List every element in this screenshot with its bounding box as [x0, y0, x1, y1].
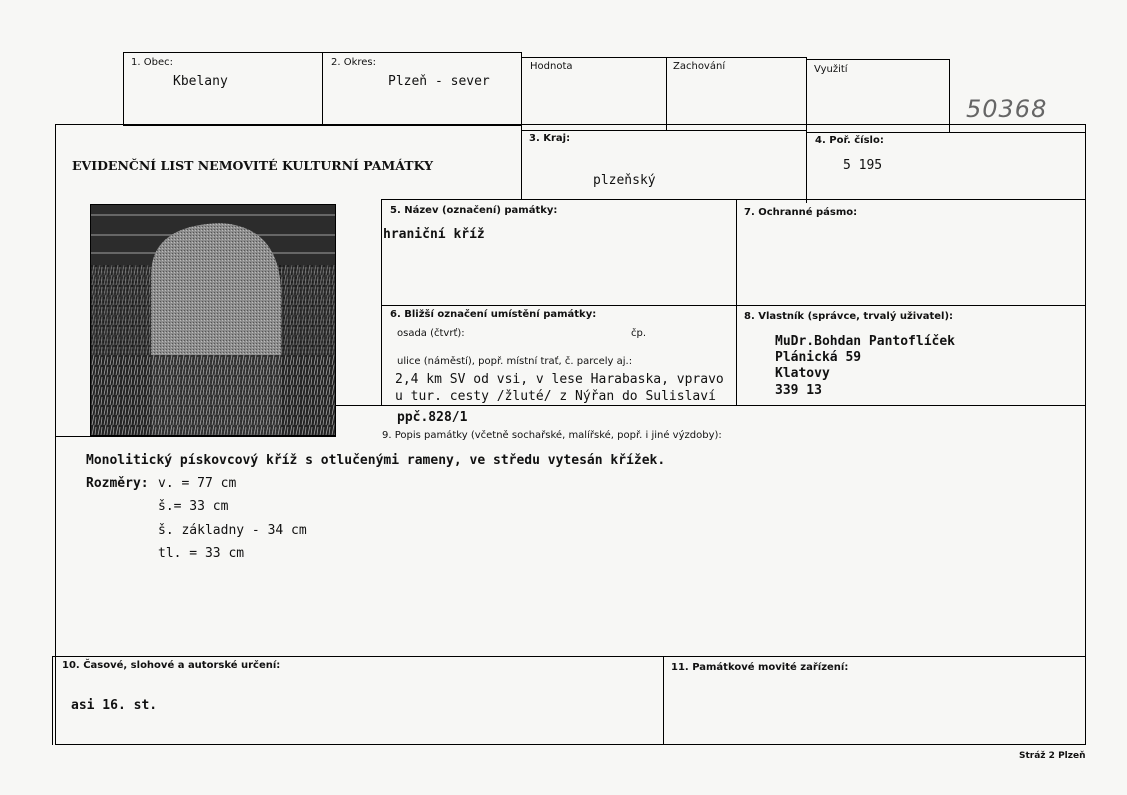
- rozmery-line: š. základny - 34 cm: [158, 523, 307, 538]
- vlastnik-line: MuDr.Bohdan Pantoflíček: [775, 334, 956, 349]
- divider: [52, 656, 1086, 657]
- okres-value: Plzeň - sever: [388, 74, 490, 89]
- por-cislo-value: 5 195: [843, 158, 883, 173]
- umisteni-label: 6. Bližší označení umístění památky:: [390, 309, 597, 320]
- divider: [806, 132, 1086, 133]
- popis-line: Monolitický pískovcový kříž s otlučenými rameny, ve středu vytesán křížek.: [86, 453, 666, 468]
- vlastnik-label: 8. Vlastník (správce, trvalý uživatel):: [744, 311, 954, 322]
- okres-label: 2. Okres:: [331, 57, 377, 68]
- parcela-value: ppč.828/1: [397, 410, 468, 425]
- ochranne-label: 7. Ochranné pásmo:: [744, 207, 858, 218]
- kraj-label: 3. Kraj:: [529, 133, 571, 144]
- form-title: EVIDENČNÍ LIST NEMOVITÉ KULTURNÍ PAMÁTKY: [72, 158, 434, 173]
- divider: [381, 199, 382, 405]
- divider: [736, 199, 737, 405]
- divider: [806, 130, 807, 203]
- vyuziti-label: Využití: [814, 64, 848, 75]
- rozmery-line: v. = 77 cm: [158, 476, 237, 491]
- handwritten-number: 50368: [966, 95, 1048, 123]
- ulice-label: ulice (náměstí), popř. místní trať, č. parcely aj.:: [397, 356, 633, 367]
- obec-label: 1. Obec:: [131, 57, 173, 68]
- divider: [336, 405, 1086, 406]
- umisteni-line-2: u tur. cesty /žluté/ z Nýřan do Sulislaví: [395, 389, 716, 404]
- casove-value: asi 16. st.: [71, 698, 158, 713]
- osada-label: osada (čtvrť):: [397, 328, 465, 339]
- divider: [521, 130, 522, 199]
- rozmery-line: š.= 33 cm: [158, 499, 229, 514]
- divider: [52, 656, 53, 745]
- rozmery-label: Rozměry:: [86, 476, 149, 491]
- divider: [381, 199, 1086, 200]
- footer-stamp: Stráž 2 Plzeň: [1019, 751, 1086, 761]
- nazev-label: 5. Název (označení) památky:: [390, 205, 558, 216]
- vlastnik-line: Klatovy: [775, 366, 830, 381]
- kraj-value: plzeňský: [593, 173, 656, 188]
- divider: [663, 656, 664, 745]
- movite-label: 11. Památkové movité zařízení:: [671, 662, 849, 673]
- divider: [381, 305, 1086, 306]
- popis-label: 9. Popis památky (včetně sochařské, malířské, popř. i jiné výzdoby):: [382, 430, 722, 441]
- divider: [521, 130, 806, 131]
- monument-photo: [90, 204, 336, 436]
- vlastnik-line: Plánická 59: [775, 350, 862, 365]
- cp-label: čp.: [631, 328, 647, 339]
- hodnota-label: Hodnota: [530, 61, 573, 72]
- divider: [55, 436, 336, 437]
- zachovani-label: Zachování: [673, 61, 726, 72]
- por-cislo-label: 4. Poř. číslo:: [815, 135, 884, 146]
- stone-cross-photo-icon: [91, 205, 336, 436]
- umisteni-line-1: 2,4 km SV od vsi, v lese Harabaska, vpravo: [395, 372, 724, 387]
- vlastnik-line: 339 13: [775, 383, 822, 398]
- obec-value: Kbelany: [173, 74, 228, 89]
- casove-label: 10. Časové, slohové a autorské určení:: [62, 660, 281, 671]
- rozmery-line: tl. = 33 cm: [158, 546, 245, 561]
- nazev-value: hraniční kříž: [383, 227, 485, 242]
